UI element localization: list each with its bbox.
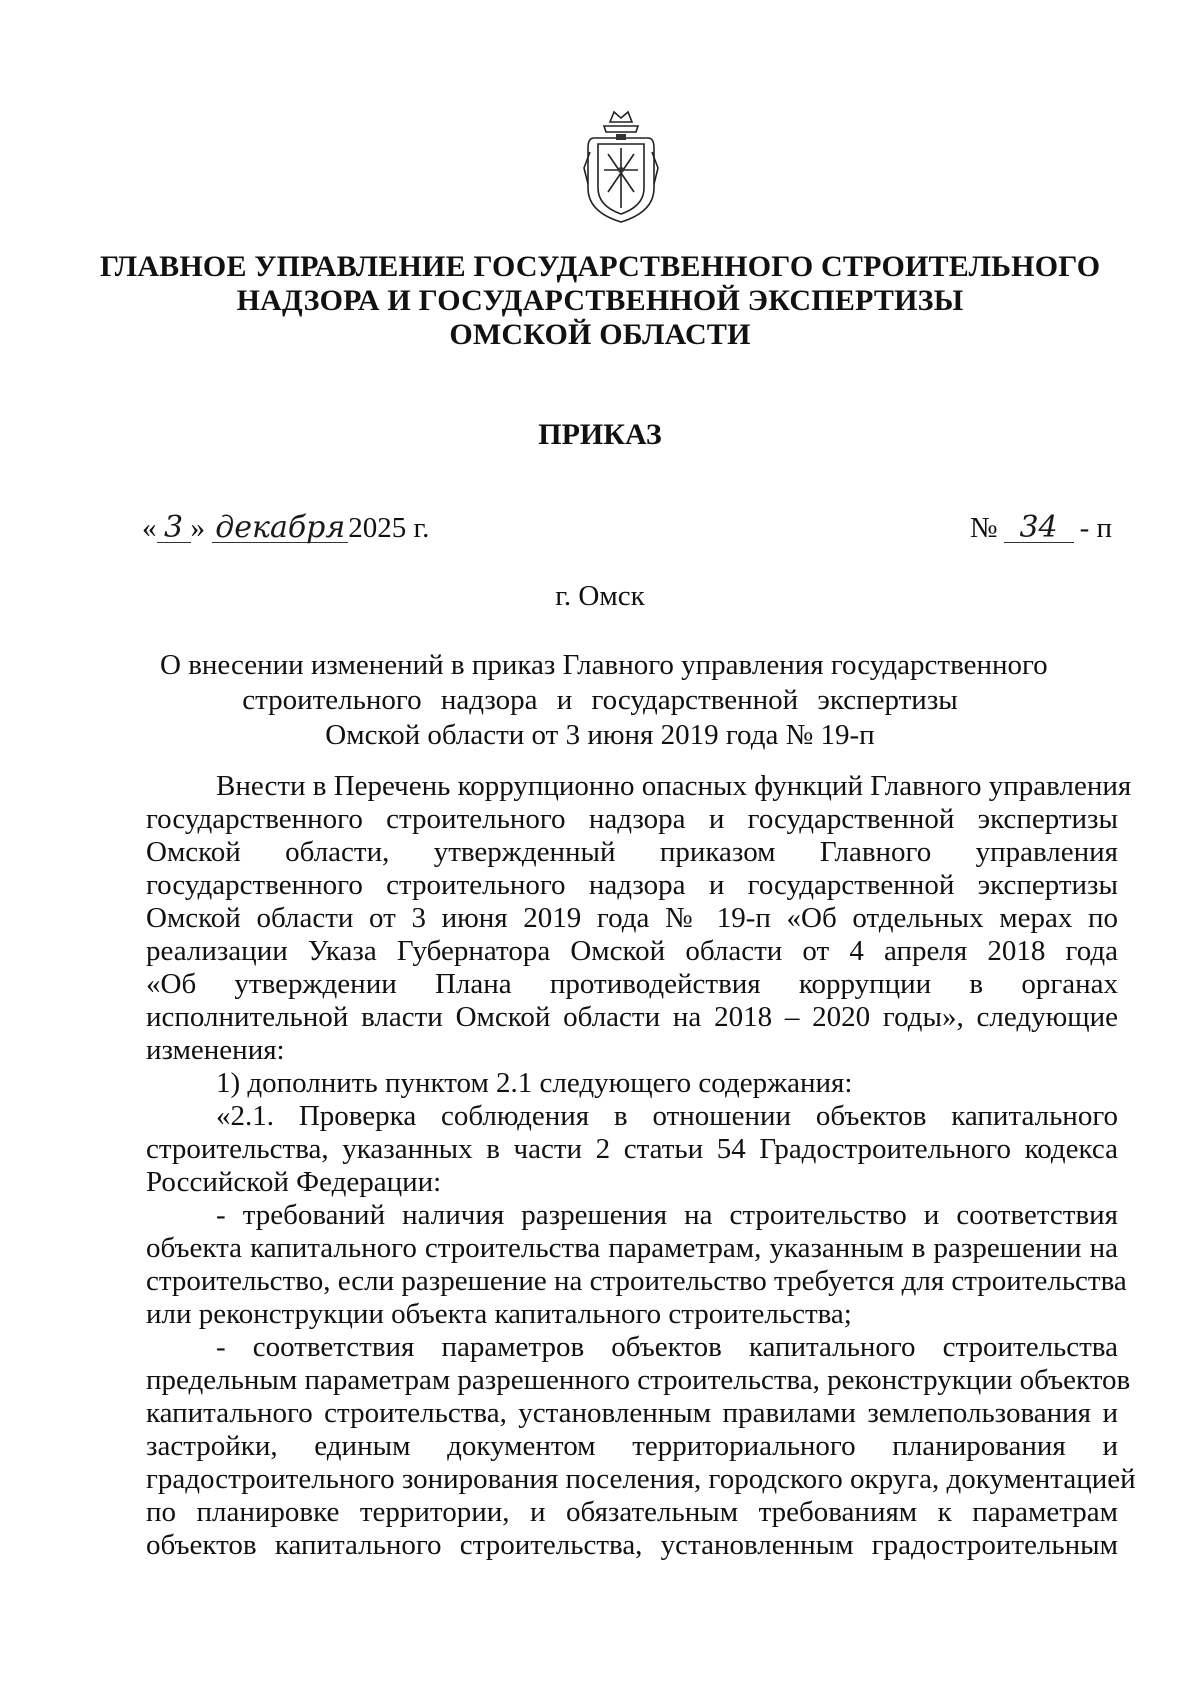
date-close-quote: »	[190, 512, 205, 544]
dash-item-2-line: градостроительного зонирования поселения, городского округа, документацией	[146, 1463, 1136, 1495]
subject-line: строительного надзора и государственной экспертизы	[242, 684, 958, 716]
dash-item-2-line: застройки, единым документом территориального планирования и	[146, 1430, 1118, 1462]
subject-line: Омской области от 3 июня 2019 года № 19-п	[325, 719, 875, 751]
number-sign: №	[969, 512, 998, 544]
order-number	[970, 512, 1112, 545]
body-line: государственного строительного надзора и государственной экспертизы	[146, 803, 1118, 835]
date-day-handwritten: 3	[157, 514, 191, 543]
order-body	[146, 770, 1136, 1562]
order-subject	[160, 648, 1048, 753]
coat-of-arms-icon	[580, 108, 662, 226]
clause-2-1-line: «2.1. Проверка соблюдения в отношении объектов капитального	[216, 1100, 1118, 1132]
dash-item-2-line: по планировке территории, и обязательным требованиям к параметрам	[146, 1496, 1118, 1528]
dash-item-1-line: - требований наличия разрешения на строительство и соответствия	[216, 1199, 1118, 1231]
clause-2-1-line: Российской Федерации:	[146, 1166, 442, 1198]
dash-item-2-line: объектов капитального строительства, установленным градостроительным	[146, 1529, 1118, 1561]
dash-item-1-line: строительство, если разрешение на строительство требуется для строительства	[146, 1265, 1127, 1297]
body-line: Омской области от 3 июня 2019 года № 19-п «Об отдельных мерах по	[146, 902, 1118, 934]
body-line: государственного строительного надзора и государственной экспертизы	[146, 869, 1118, 901]
agency-name	[100, 250, 1100, 352]
body-line: «Об утверждении Плана противодействия коррупции в органах	[146, 968, 1118, 1000]
dash-item-1-line: или реконструкции объекта капитального строительства;	[146, 1298, 852, 1330]
date-year: 2025 г.	[348, 512, 430, 544]
agency-line: ОМСКОЙ ОБЛАСТИ	[449, 318, 751, 351]
subject-line: О внесении изменений в приказ Главного управления государственного	[160, 649, 1048, 681]
dash-item-2-line: - соответствия параметров объектов капитального строительства	[216, 1331, 1118, 1363]
number-value-handwritten: 34	[1004, 514, 1074, 543]
body-line: Внести в Перечень коррупционно опасных функций Главного управления	[216, 770, 1132, 802]
document-type: ПРИКАЗ	[538, 418, 662, 451]
dash-item-1-line: объекта капитального строительства параметрам, указанным в разрешении на	[146, 1232, 1118, 1264]
body-line: исполнительной власти Омской области на 2018 – 2020 годы», следующие	[146, 1001, 1118, 1033]
order-date	[142, 512, 429, 545]
number-suffix: - п	[1079, 512, 1112, 544]
date-open-quote: «	[142, 512, 157, 544]
dash-item-2-line: предельным параметрам разрешенного строительства, реконструкции объектов	[146, 1364, 1131, 1396]
city: г. Омск	[555, 580, 645, 612]
item-1: 1) дополнить пунктом 2.1 следующего содержания:	[216, 1067, 853, 1099]
body-line: изменения:	[146, 1034, 285, 1066]
agency-line: НАДЗОРА И ГОСУДАРСТВЕННОЙ ЭКСПЕРТИЗЫ	[236, 284, 964, 317]
body-line: Омской области, утвержденный приказом Главного управления	[146, 836, 1118, 868]
date-month-handwritten: декабря	[212, 514, 348, 543]
dash-item-2-line: капитального строительства, установленным правилами землепользования и	[146, 1397, 1118, 1429]
clause-2-1-line: строительства, указанных в части 2 статьи 54 Градостроительного кодекса	[146, 1133, 1118, 1165]
body-line: реализации Указа Губернатора Омской области от 4 апреля 2018 года	[146, 935, 1118, 967]
agency-line: ГЛАВНОЕ УПРАВЛЕНИЕ ГОСУДАРСТВЕННОГО СТРОИТЕЛЬНОГО	[100, 250, 1101, 283]
